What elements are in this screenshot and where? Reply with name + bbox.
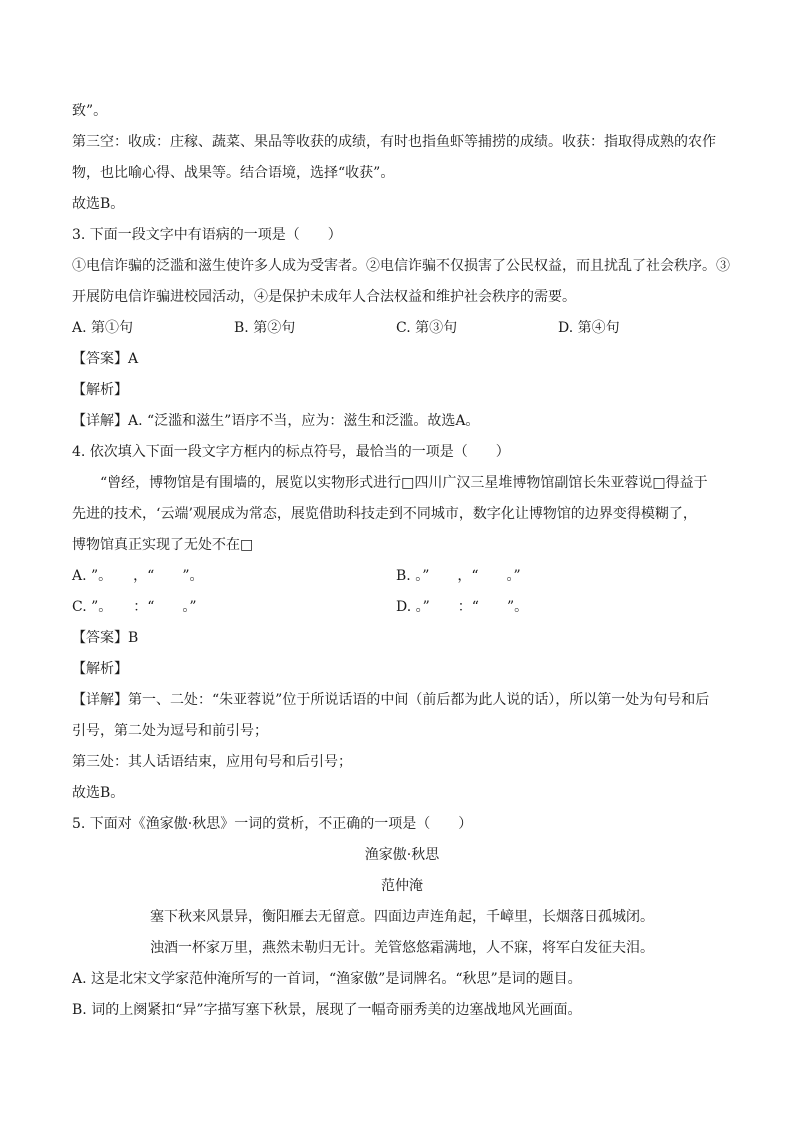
question-5-option-b: B. 词的上阕紧扣“异”字描写塞下秋景，展现了一幅奇丽秀美的边塞战地风光画面。 [72, 1002, 582, 1018]
question-4-detail: 第三处：其人话语结束，应用句号和后引号； [72, 754, 352, 770]
question-4-detail: 【详解】第一、二处：“朱亚蓉说”位于所说话语的中间（前后都为此人说的话），所以第一处为句号和后 [72, 692, 710, 708]
text-line: 致”。 [72, 103, 108, 119]
poem-title: 渔家傲·秋思 [364, 847, 440, 863]
question-4-options-row [72, 592, 732, 623]
question-3-answer: 【答案】A [72, 351, 139, 367]
option-b: B. 第②句 [234, 320, 296, 336]
question-5-stem: 5. 下面对《渔家傲·秋思》一词的赏析，不正确的一项是（ ） [72, 816, 473, 832]
question-4-analysis-heading: 【解析】 [72, 661, 128, 677]
question-4-passage: 博物馆真正实现了无处不在□ [72, 537, 254, 553]
poem-line: 塞下秋来风景异，衡阳雁去无留意。四面边声连角起，千嶂里，长烟落日孤城闭。 [150, 909, 654, 925]
question-4-answer: 【答案】B [72, 630, 139, 646]
question-5-option-a: A. 这是北宋文学家范仲淹所写的一首词，“渔家傲”是词牌名。“秋思”是词的题目。 [72, 971, 582, 987]
text-line: 第三空：收成：庄稼、蔬菜、果品等收获的成绩，有时也指鱼虾等捕捞的成绩。收获：指取得成熟的农作 [72, 134, 716, 150]
option-d: D. 第④句 [558, 320, 620, 336]
question-3-passage: ①电信诈骗的泛滥和滋生使许多人成为受害者。②电信诈骗不仅损害了公民权益，而且扰乱了社会秩序。③ [72, 258, 730, 274]
question-4-passage: “曾经，博物馆是有围墙的，展览以实物形式进行□四川广汉三星堆博物馆副馆长朱亚蓉说□得益于 [100, 475, 708, 491]
text-line: 物，也比喻心得、战果等。结合语境，选择“收获”。 [72, 165, 395, 181]
question-4-detail: 引号，第二处为逗号和前引号； [72, 723, 268, 739]
question-3-stem: 3. 下面一段文字中有语病的一项是（ ） [72, 227, 342, 243]
poem-author: 范仲淹 [381, 878, 423, 894]
question-4-options-row [72, 561, 732, 592]
option-a: A. ”。 ，“ ”。 [72, 568, 204, 584]
question-4-stem: 4. 依次填入下面一段文字方框内的标点符号，最恰当的一项是（ ） [72, 444, 510, 460]
question-3-passage: 开展防电信诈骗进校园活动，④是保护未成年人合法权益和维护社会秩序的需要。 [72, 289, 576, 305]
option-c: C. 第③句 [396, 320, 458, 336]
text-line: 故选B。 [72, 196, 125, 212]
document-page [72, 96, 732, 1026]
question-4-detail: 故选B。 [72, 785, 125, 801]
question-3-options [72, 313, 732, 344]
question-4-passage: 先进的技术，‘云端’观展成为常态，展览借助科技走到不同城市，数字化让博物馆的边界变得模糊了， [72, 506, 697, 522]
option-b: B. 。” ，“ 。” [396, 568, 521, 584]
question-3-detail: 【详解】A. “泛滥和滋生”语序不当，应为：滋生和泛滥。故选A。 [72, 413, 480, 429]
question-3-analysis-heading: 【解析】 [72, 382, 128, 398]
poem-line: 浊酒一杯家万里，燕然未勒归无计。羌管悠悠霜满地，人不寐，将军白发征夫泪。 [150, 940, 654, 956]
option-a: A. 第①句 [72, 320, 134, 336]
option-c: C. ”。 ：“ 。” [72, 599, 197, 615]
option-d: D. 。” ：“ ”。 [396, 599, 529, 615]
